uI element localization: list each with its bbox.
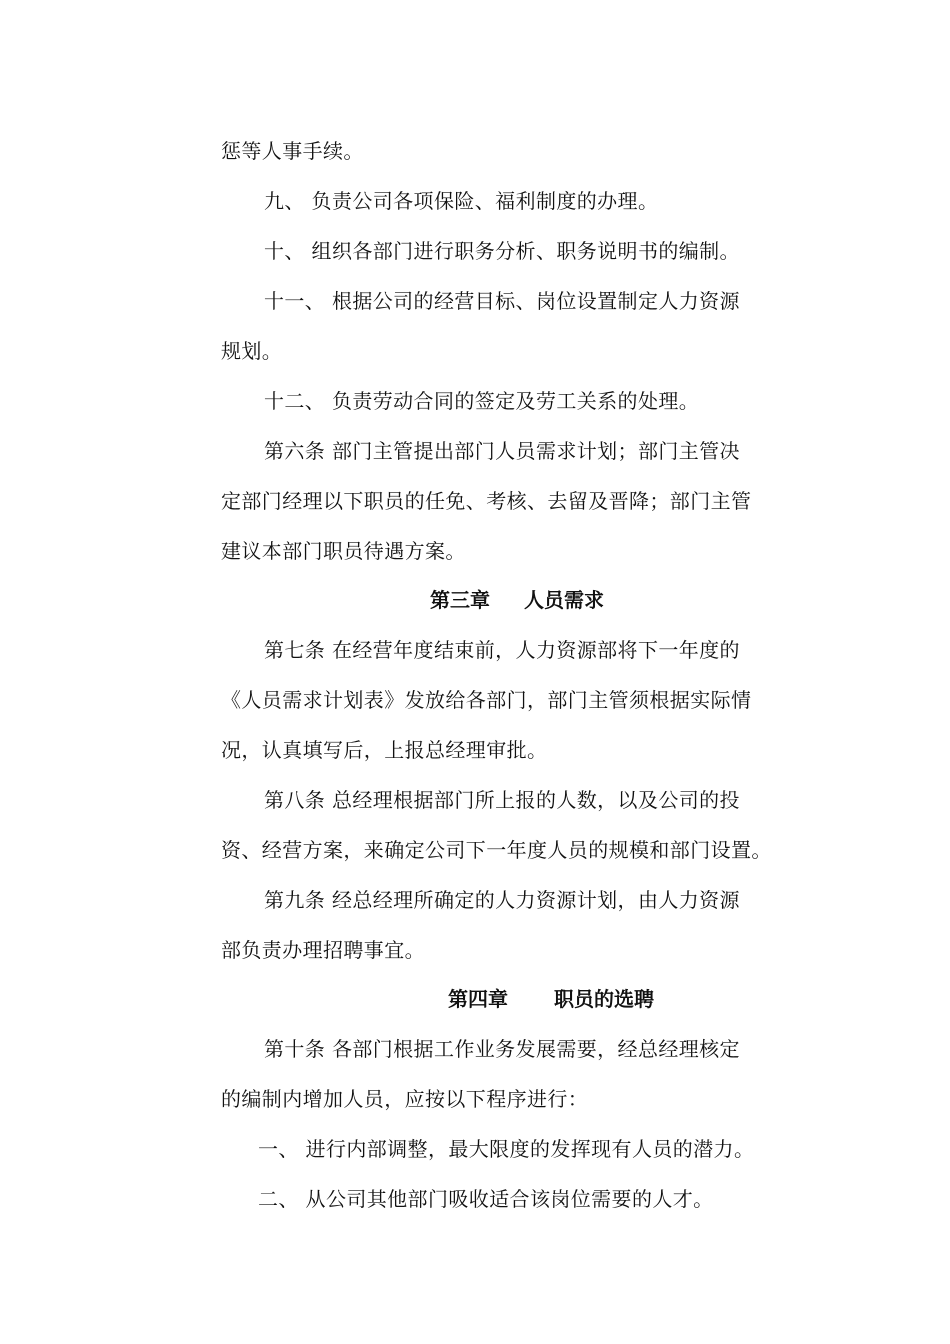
article-9-line-1: 第九条 经总经理所确定的人力资源计划，由人力资源 [264,888,740,912]
article-6-line-3: 建议本部门职员待遇方案。 [221,539,466,563]
chapter-3-title: 人员需求 [524,588,604,612]
chapter-3-number: 第三章 [430,588,490,612]
text-line-2: 九、 负责公司各项保险、福利制度的办理。 [264,189,659,213]
text-line-6: 十二、 负责劳动合同的签定及劳工关系的处理。 [264,389,700,413]
article-7-line-1: 第七条 在经营年度结束前，人力资源部将下一年度的 [264,638,740,662]
text-line-3: 十、 组织各部门进行职务分析、职务说明书的编制。 [264,239,740,263]
article-10-line-1: 第十条 各部门根据工作业务发展需要，经总经理核定 [264,1037,740,1061]
chapter-3-heading [430,585,604,615]
text-line-4: 十一、 根据公司的经营目标、岗位设置制定人力资源 [264,289,740,313]
article-6-line-1: 第六条 部门主管提出部门人员需求计划；部门主管决 [264,439,740,463]
chapter-4-number: 第四章 [448,987,508,1011]
chapter-4-title: 职员的选聘 [554,987,654,1011]
procedure-item-1: 一、 进行内部调整，最大限度的发挥现有人员的潜力。 [258,1137,755,1161]
article-10-line-2: 的编制内增加人员，应按以下程序进行： [221,1087,589,1111]
article-9-line-2: 部负责办理招聘事宜。 [221,938,425,962]
article-8-line-1: 第八条 总经理根据部门所上报的人数，以及公司的投 [264,788,740,812]
article-6-line-2: 定部门经理以下职员的任免、考核、去留及晋降；部门主管 [221,489,752,513]
text-line-5: 规划。 [221,339,283,363]
article-7-line-3: 况，认真填写后，上报总经理审批。 [221,738,548,762]
chapter-4-heading [448,984,654,1014]
article-7-line-2: 《人员需求计划表》发放给各部门，部门主管须根据实际情 [221,688,752,712]
article-8-line-2: 资、经营方案，来确定公司下一年度人员的规模和部门设置。 [221,838,772,862]
text-line-1: 惩等人事手续。 [221,139,364,163]
procedure-item-2: 二、 从公司其他部门吸收适合该岗位需要的人才。 [258,1187,714,1211]
